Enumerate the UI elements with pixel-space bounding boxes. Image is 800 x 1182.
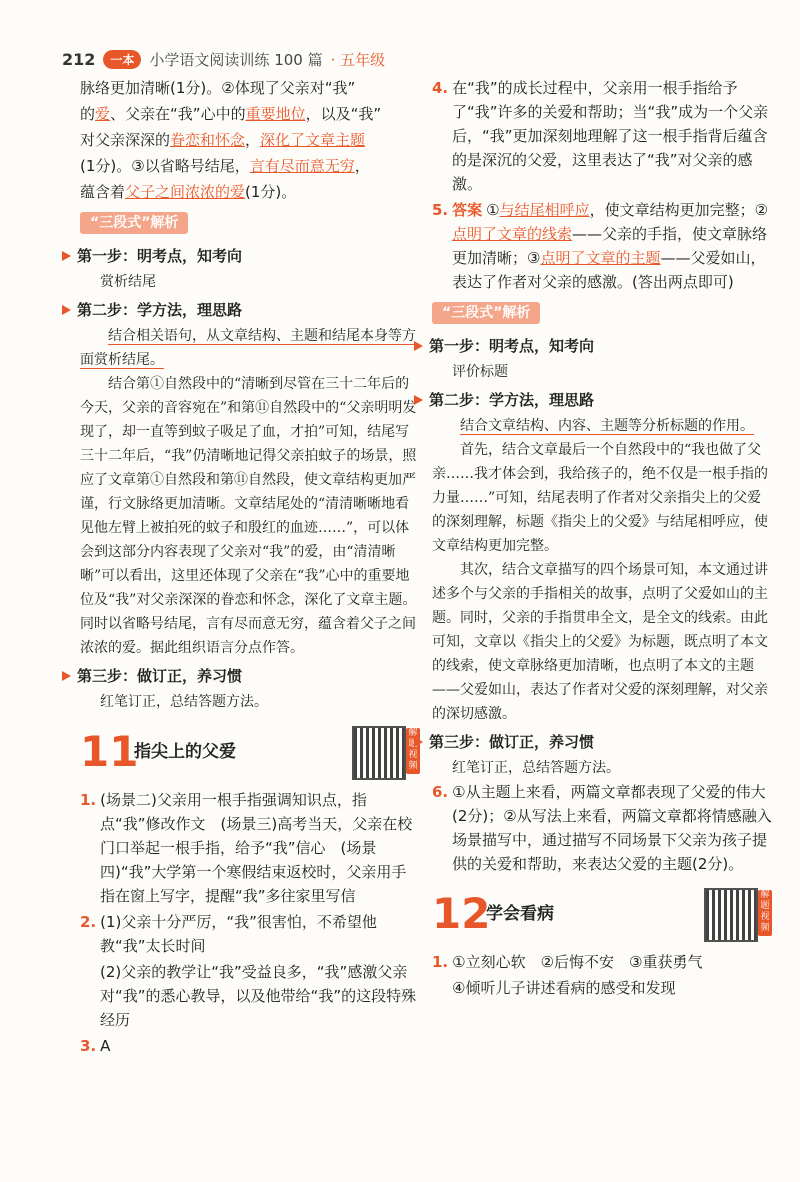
answer-12-1b: ④倾听儿子讲述看病的感受和发现: [452, 979, 676, 997]
analysis-body: 结合第①自然段中的“清晰到尽管在三十二年后的今天，父亲的音容宛在”和第⑪自然段中的“父亲明明发现了，却一直等到蚊子吸足了血，才拍”可知，结尾写三十二年后，“我”仍清晰地记得父亲拍蚊子的场景，照应了文章第①自然段和第⑪自然段，使文章结构更加严谨，行文脉络更加清晰。文章结尾处的“清清晰晰地看见他左臂上被拍死的蚊子和殷红的血迹……”，可以体会到这部分内容表现了父亲对“我”的爱，由“清清晰晰”可以看出，这里还体现了父亲在“我”心中的重要地位及“我”对父亲深深的眷恋和怀念，深化了文章主题。同时以省略号结尾，言有尽而意无穷，蕴含着父子之间浓浓的爱。据此组织语言分点作答。: [80, 376, 417, 656]
step-2-heading: 第二步：学方法，理思路: [414, 388, 772, 412]
section-title: 指尖上的父爱: [134, 742, 236, 762]
qr-code-icon[interactable]: [704, 888, 758, 942]
answer-12-1: 1. ①立刻心软 ②后悔不安 ③重获勇气: [432, 953, 703, 971]
text-line: (1分)。③以省略号结尾，言有尽而意无穷，: [80, 157, 370, 175]
qr-code-icon[interactable]: [352, 726, 406, 780]
analysis-badge: “三段式”解析: [80, 212, 188, 234]
step-3-text: 红笔订正，总结答题方法。: [452, 760, 620, 776]
answer-2b: (2)父亲的教学让“我”受益良多，“我”感激父亲对“我”的悉心教导，以及他带给“我”的这段特殊经历: [100, 963, 417, 1029]
arrow-icon: [62, 305, 71, 315]
section-number: 12: [432, 889, 491, 938]
grade-label: · 五年级: [330, 50, 386, 69]
arrow-icon: [62, 251, 71, 261]
text-line: 脉络更加清晰(1分)。②体现了父亲对“我”: [80, 79, 356, 97]
step-3-heading: 第三步：做订正，养习惯: [414, 730, 772, 754]
step-1-text: 赏析结尾: [100, 274, 156, 290]
analysis-badge: “三段式”解析: [432, 302, 540, 324]
step-1-heading: 第一步：明考点，知考向: [414, 334, 772, 358]
answer-1: 1. (场景二)父亲用一根手指强调知识点，指点“我”修改作文 (场景三)高考当天，父亲在校门口举起一根手指，给予“我”信心 (场景四)“我”大学第一个寒假结束返校时，父亲用手指在窗上写字，提醒“我”多往家里写信: [80, 791, 413, 905]
step-2-text: 结合相关语句，从文章结构、主题和结尾本身等方面赏析结尾。: [80, 328, 416, 368]
book-title: 小学语文阅读训练 100 篇: [149, 50, 323, 69]
left-column: [77, 76, 420, 1060]
section-number: 11: [80, 727, 139, 776]
step-1-heading: 第一步：明考点，知考向: [62, 244, 420, 268]
text-line: 对父亲深深的眷恋和怀念，深化了文章主题: [80, 131, 366, 149]
page-header: [62, 44, 385, 74]
arrow-icon: [414, 395, 423, 405]
section-title: 学会看病: [486, 904, 554, 924]
step-2-heading: 第二步：学方法，理思路: [62, 298, 420, 322]
answer-3: 3. A: [80, 1037, 111, 1055]
right-column: [429, 76, 772, 1002]
arrow-icon: [414, 737, 423, 747]
answer-6: 6. ①从主题上来看，两篇文章都表现了父爱的伟大(2分)；②从写法上来看，两篇文章都将情感融入场景描写中，通过描写不同场景下父亲为孩子提供的关爱和帮助，来表达父爱的主题(2分)。: [432, 783, 772, 873]
answer-2a: 2. (1)父亲十分严厉，“我”很害怕，不希望他教“我”太长时间: [80, 913, 377, 955]
answer-4: 4. 在“我”的成长过程中，父亲用一根手指给予了“我”许多的关爱和帮助；当“我”成为一个父亲后，“我”更加深刻地理解了这一根手指背后蕴含的是深沉的父爱，这里表达了“我”对父亲的感激。: [432, 79, 769, 193]
section-11-header: [80, 726, 420, 778]
step-2-text: 结合文章结构、内容、主题等分析标题的作用。: [460, 418, 754, 434]
step-3-heading: 第三步：做订正，养习惯: [62, 664, 420, 688]
video-tag: 解题视频: [406, 728, 420, 774]
text-line: 的爱、父亲在“我”心中的重要地位，以及“我”: [80, 105, 382, 123]
section-12-header: [432, 888, 772, 940]
step-1-text: 评价标题: [452, 364, 508, 380]
analysis-body-1: 首先，结合文章最后一个自然段中的“我也做了父亲……我才体会到，我给孩子的，绝不仅是一根手指的力量……”可知，结尾表明了作者对父亲指尖上的父爱的深刻理解，标题《指尖上的父爱》与结尾相呼应，使文章结构更加完整。: [432, 442, 768, 554]
analysis-body-2: 其次，结合文章描写的四个场景可知，本文通过讲述多个与父亲的手指相关的故事，点明了父爱如山的主题。同时，父亲的手指贯串全文，是全文的线索。由此可知，文章以《指尖上的父爱》为标题，既点明了本文的线索，使文章脉络更加清晰，也点明了本文的主题——父爱如山，表达了作者对父爱的深刻理解，对父亲的深切感激。: [432, 562, 768, 722]
text-line: 蕴含着父子之间浓浓的爱(1分)。: [80, 183, 297, 201]
video-tag: 解题视频: [758, 890, 772, 936]
arrow-icon: [62, 671, 71, 681]
answer-5: 5. 答案 ①与结尾相呼应，使文章结构更加完整；②点明了文章的线索——父亲的手指，使文章脉络更加清晰；③点明了文章的主题——父爱如山，表达了作者对父亲的感激。(答出两点即可): [432, 201, 769, 291]
arrow-icon: [414, 341, 423, 351]
step-3-text: 红笔订正，总结答题方法。: [100, 694, 268, 710]
brand-logo: 一本: [103, 50, 141, 69]
page-number: 212: [62, 49, 96, 69]
